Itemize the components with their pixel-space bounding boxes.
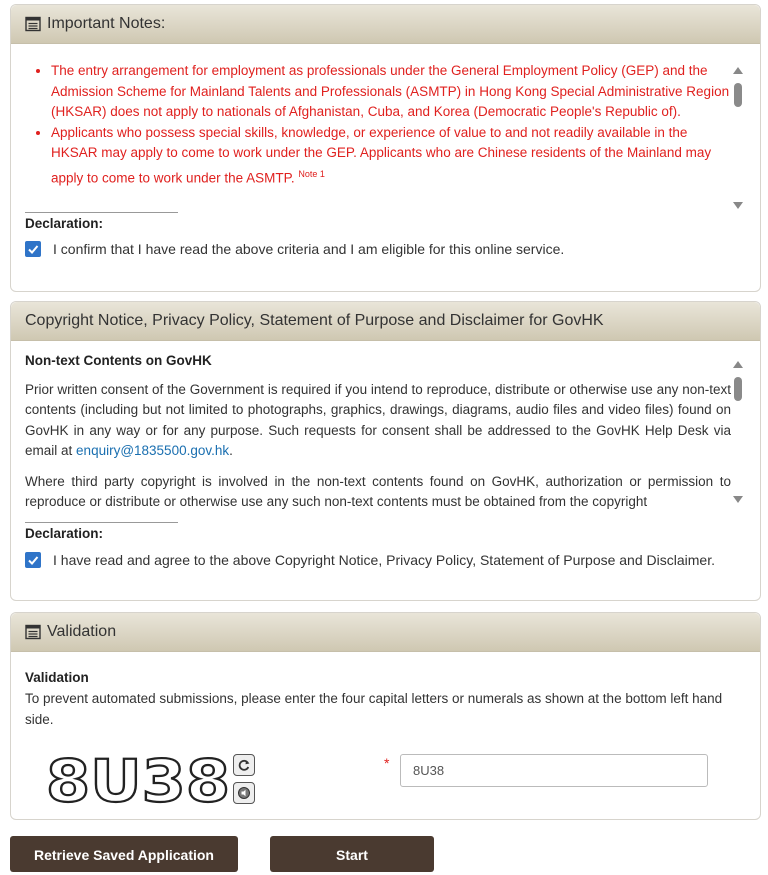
list-icon xyxy=(25,16,41,32)
list-item: • Applicants who possess special skills, knowledge, or experience of value to and not readily available in the HKSAR may apply to come to work under the GEP. Applicants who are Chinese residents of the Mainland may apply to come to work under the ASMTP. $^{Note 1}$ xyxy=(51,123,731,189)
speaker-icon xyxy=(237,786,251,800)
note-reference[interactable]: Note 1 xyxy=(298,168,325,179)
divider xyxy=(25,522,178,523)
eligibility-label: I confirm that I have read the above criteria and I am eligible for this online service. xyxy=(53,241,565,257)
copyright-label: I have read and agree to the above Copyright Notice, Privacy Policy, Statement of Purpose and Disclaimer. xyxy=(53,552,715,568)
email-link[interactable]: enquiry@1835500.gov.hk xyxy=(76,443,230,458)
audio-captcha-button[interactable] xyxy=(233,782,255,804)
list-icon xyxy=(25,624,41,640)
checkmark-icon xyxy=(27,554,39,566)
required-asterisk: * xyxy=(384,755,390,771)
copyright-panel xyxy=(10,301,761,601)
validation-header xyxy=(11,613,760,652)
scroll-up-icon[interactable] xyxy=(733,361,743,368)
checkmark-icon xyxy=(27,243,39,255)
validation-title: Validation xyxy=(47,623,117,640)
paragraph: Where third party copyright is involved in the non-text contents found on GovHK, authorization or permission to reproduce or distribute or otherwise use any such non-text contents must be obtained from the copyright xyxy=(25,473,731,509)
declaration-title: Declaration: xyxy=(25,526,104,541)
refresh-captcha-button[interactable] xyxy=(233,754,255,776)
scroll-thumb[interactable] xyxy=(734,377,742,401)
important-notes-title: Important Notes: xyxy=(47,15,166,32)
declaration-title: Declaration: xyxy=(25,216,104,231)
divider xyxy=(25,212,178,213)
paragraph: Prior written consent of the Government is required if you intend to reproduce, distribute or otherwise use any non-text contents (including but not limited to photographs, graphics, drawings, diagrams, audio files and video files) found on GovHK in any way or for any purpose. Such requests for consent shall be addressed to the GovHK Help Desk via email at enquiry@1835500.gov.hk. xyxy=(25,381,731,458)
eligibility-checkbox[interactable] xyxy=(25,241,41,257)
copyright-header xyxy=(11,302,760,341)
scroll-down-icon[interactable] xyxy=(733,202,743,209)
validation-label: Validation xyxy=(25,670,89,685)
validation-instructions: To prevent automated submissions, please enter the four capital letters or numerals as shown at the bottom left hand side. xyxy=(25,691,723,727)
scroll-up-icon[interactable] xyxy=(733,67,743,74)
list-item: • The entry arrangement for employment as professionals under the General Employment Policy (GEP) and the Admission Scheme for Mainland Talents and Professionals (ASMTP) in Hong Kong Special Administrative Region (HKSAR) does not apply to nationals of Afghanistan, Cuba, and Korea (Democratic People's Republic of). xyxy=(51,61,731,123)
refresh-icon xyxy=(237,758,251,772)
copyright-title: Copyright Notice, Privacy Policy, Statement of Purpose and Disclaimer for GovHK xyxy=(25,312,604,329)
important-notes-header xyxy=(11,5,760,44)
retrieve-saved-application-button[interactable]: Retrieve Saved Application xyxy=(10,836,238,872)
captcha-image xyxy=(44,752,234,808)
important-notes-list xyxy=(25,61,731,189)
section-title: Non-text Contents on GovHK xyxy=(25,353,212,368)
copyright-checkbox[interactable] xyxy=(25,552,41,568)
scroll-down-icon[interactable] xyxy=(733,496,743,503)
important-notes-scrollbar[interactable] xyxy=(732,67,744,209)
eligibility-confirmation xyxy=(25,241,564,257)
important-notes-panel xyxy=(10,4,761,292)
important-notes-content[interactable] xyxy=(25,61,731,205)
copyright-agreement xyxy=(25,552,715,568)
captcha-text: 8U38 xyxy=(46,752,230,808)
copyright-content[interactable] xyxy=(25,351,731,509)
captcha-input[interactable] xyxy=(400,754,708,787)
scroll-thumb[interactable] xyxy=(734,83,742,107)
start-button[interactable]: Start xyxy=(270,836,434,872)
copyright-scrollbar[interactable] xyxy=(732,361,744,503)
